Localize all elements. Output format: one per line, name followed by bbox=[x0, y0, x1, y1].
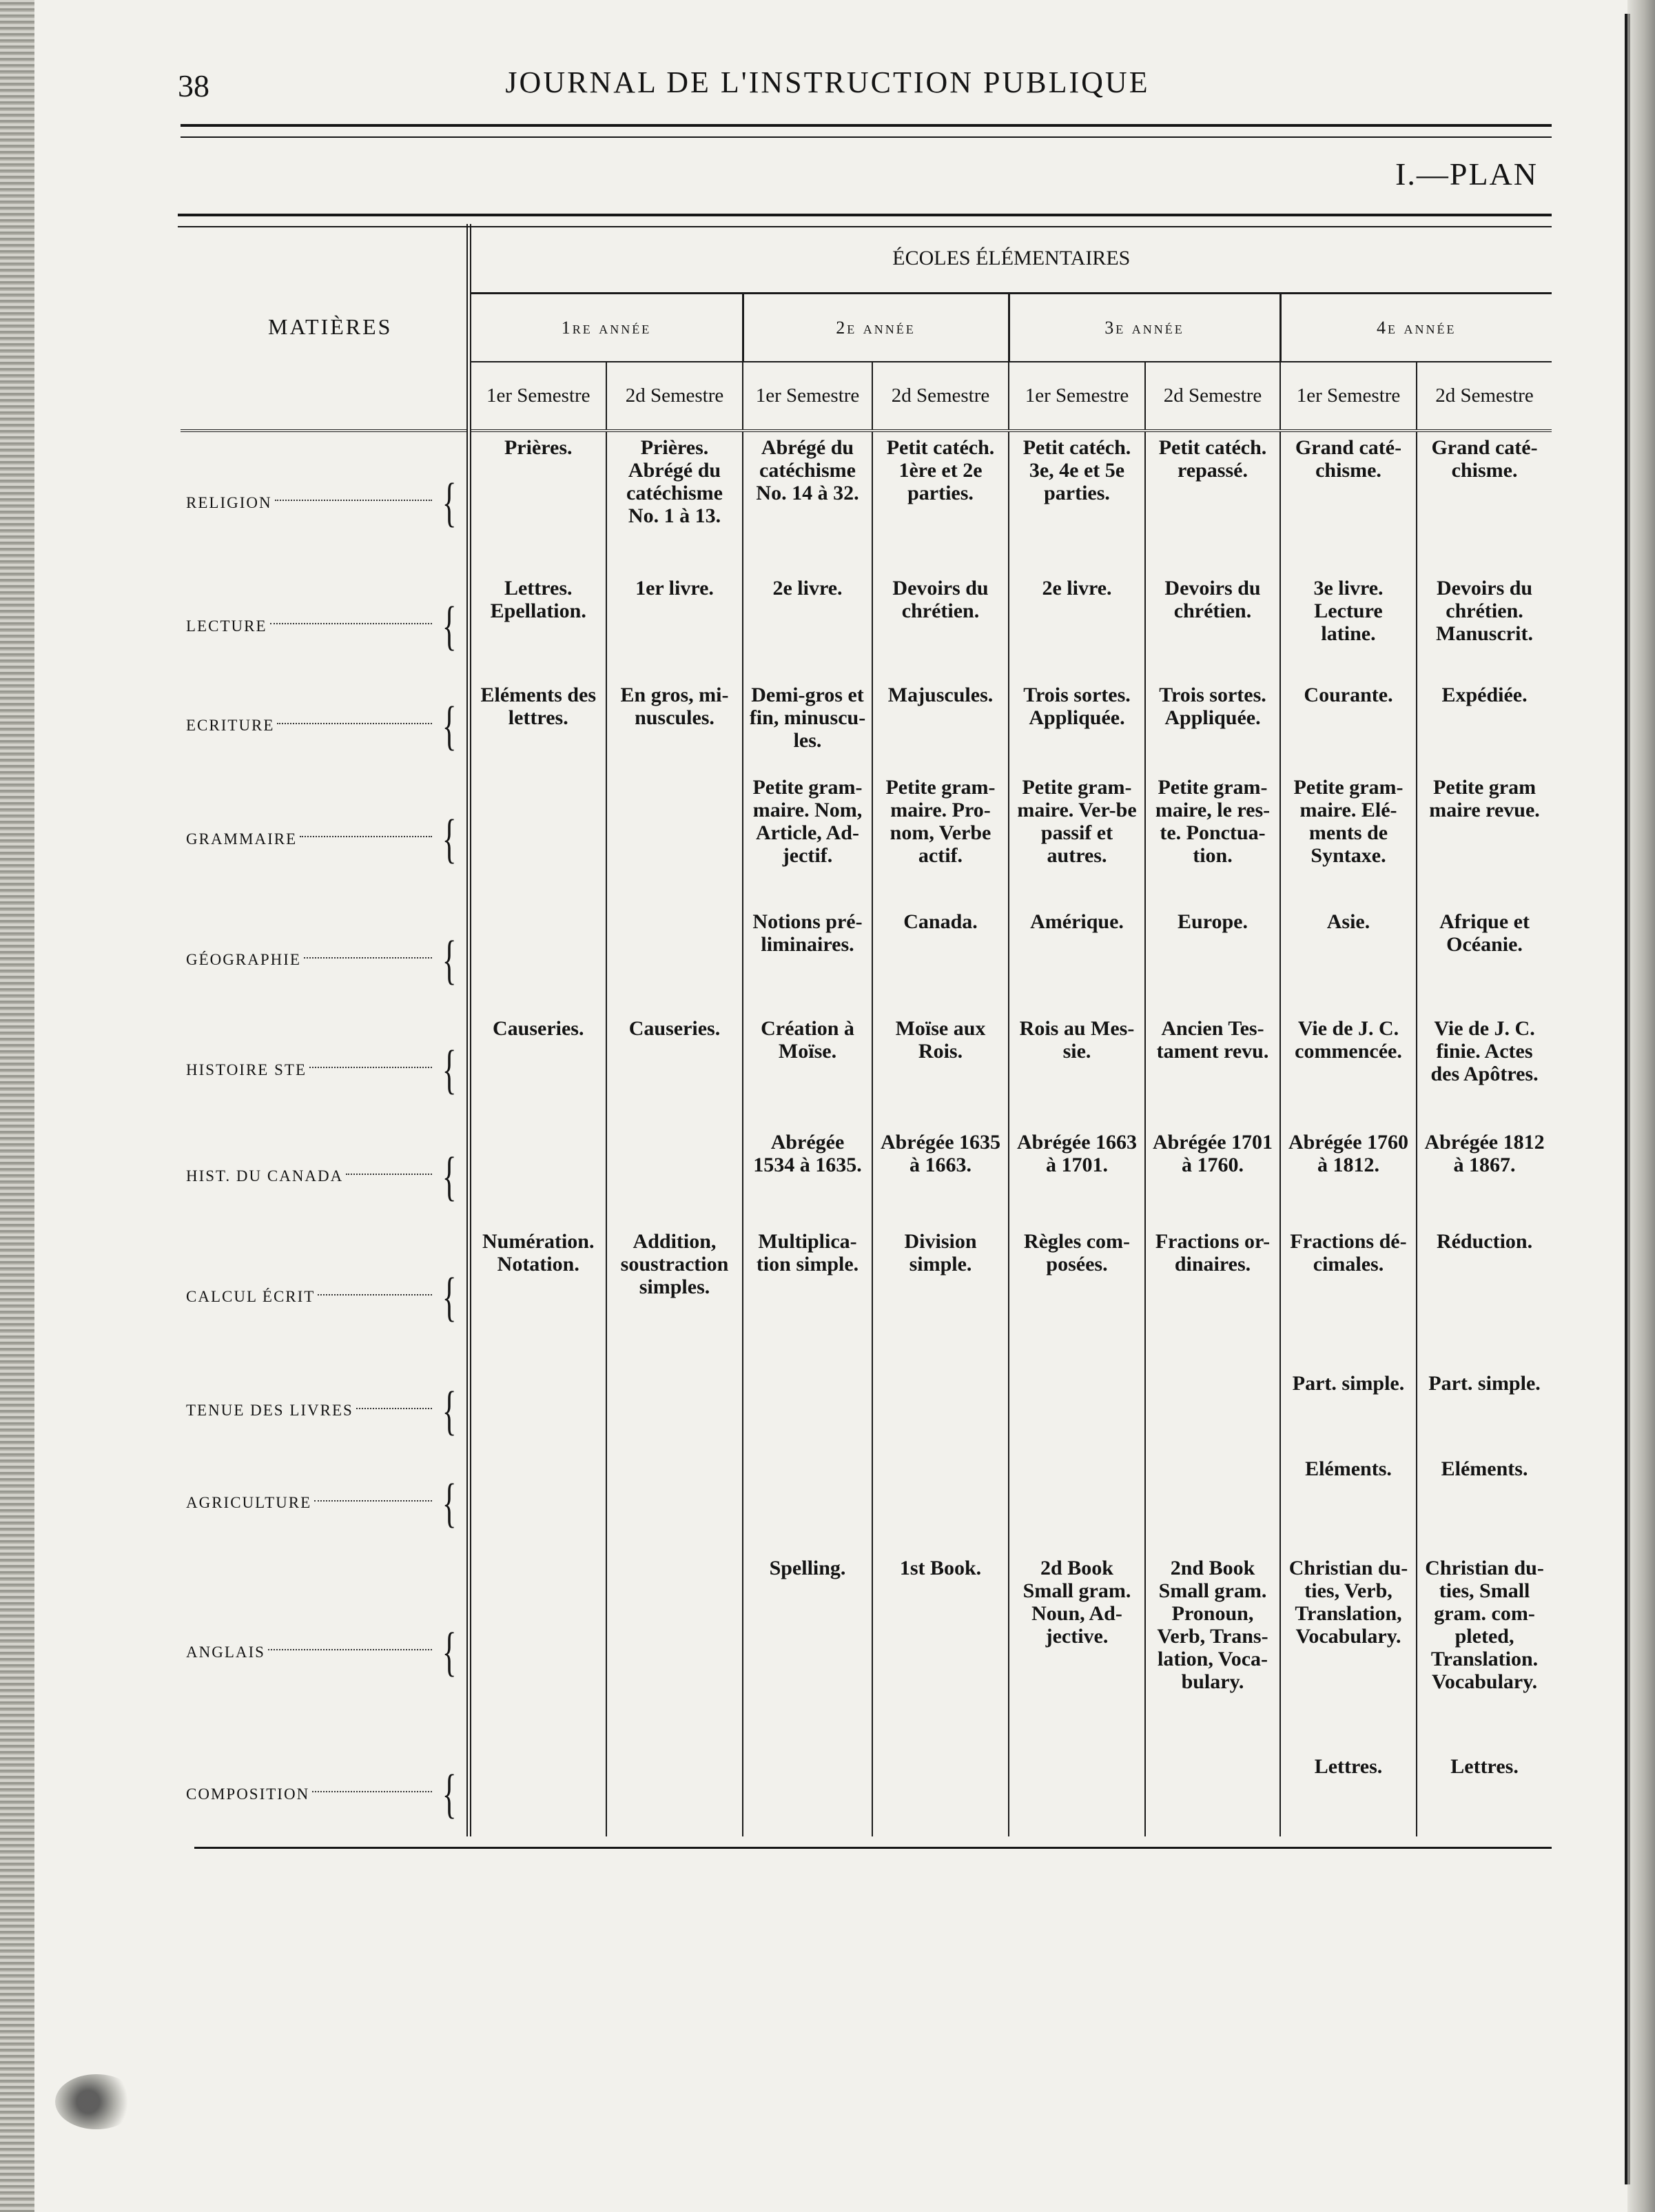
table-cell: Europe. bbox=[1145, 906, 1280, 1013]
journal-title: JOURNAL DE L'INSTRUCTION PUBLIQUE bbox=[505, 65, 1150, 99]
table-cell bbox=[469, 1751, 606, 1836]
table-cell: Majuscules. bbox=[872, 679, 1009, 772]
table-cell bbox=[606, 906, 743, 1013]
table-cell bbox=[1145, 1453, 1280, 1553]
semester-header: 2d Semestre bbox=[872, 362, 1009, 431]
subject-cell bbox=[181, 573, 469, 679]
table-cell bbox=[872, 1368, 1009, 1453]
table-cell: Causeries. bbox=[493, 1016, 584, 1040]
table-cell: Abrégée 1760 à 1812. bbox=[1280, 1127, 1417, 1226]
page-right-edge bbox=[1627, 0, 1655, 2212]
table-cell: Fractions dé-cimales. bbox=[1280, 1226, 1417, 1368]
semester-header: 2d Semestre bbox=[1417, 362, 1552, 431]
table-cell: Christian du-ties, Verb, Translation, Vocabulary. bbox=[1280, 1553, 1417, 1751]
subject-cell bbox=[181, 1013, 469, 1127]
brace-glyph: { bbox=[442, 1380, 458, 1440]
curriculum-table bbox=[181, 224, 1552, 1836]
table-cell bbox=[469, 1127, 606, 1226]
table-cell bbox=[606, 1127, 743, 1226]
table-cell: Eléments. bbox=[1417, 1453, 1552, 1553]
table-cell bbox=[1009, 1751, 1145, 1836]
table-row bbox=[181, 1127, 1552, 1226]
leader-dots bbox=[268, 1649, 432, 1650]
brace-glyph: { bbox=[442, 1763, 458, 1824]
section-label: I.—PLAN bbox=[1395, 156, 1538, 192]
subject-cell bbox=[181, 1751, 469, 1836]
leader-dots bbox=[270, 623, 433, 624]
table-cell: Petit catéch. 3e, 4e et 5e parties. bbox=[1009, 431, 1145, 573]
table-cell: Abrégée 1663 à 1701. bbox=[1009, 1127, 1145, 1226]
table-cell: 1er livre. bbox=[606, 573, 743, 679]
brace-glyph: { bbox=[442, 1621, 458, 1682]
leader-dots bbox=[312, 1791, 432, 1792]
subject-label: HISTOIRE STE bbox=[186, 1061, 307, 1078]
table-cell bbox=[606, 772, 743, 907]
table-cell: Règles com-posées. bbox=[1009, 1226, 1145, 1368]
leader-dots bbox=[318, 1294, 432, 1296]
table-row bbox=[181, 1013, 1552, 1127]
brace-glyph: { bbox=[442, 1039, 458, 1100]
table-cell: Amérique. bbox=[1009, 906, 1145, 1013]
table-cell: En gros, mi-nuscules. bbox=[606, 679, 743, 772]
table-cell: Prières. Abrégé du catéchisme No. 1 à 13. bbox=[606, 431, 743, 573]
page-number: 38 bbox=[178, 68, 209, 103]
table-row bbox=[181, 679, 1552, 772]
ink-stamp bbox=[55, 2074, 138, 2129]
table-cell bbox=[743, 1751, 872, 1836]
table-cell: Division simple. bbox=[872, 1226, 1009, 1368]
table-cell bbox=[1145, 1368, 1280, 1453]
table-cell: 2d Book Small gram. Noun, Ad-jective. bbox=[1009, 1553, 1145, 1751]
table-cell bbox=[1009, 1453, 1145, 1553]
table-cell: Petite gram maire revue. bbox=[1417, 772, 1552, 907]
subject-cell bbox=[181, 679, 469, 772]
table-cell: Multiplica-tion simple. bbox=[743, 1226, 872, 1368]
subject-cell bbox=[181, 1453, 469, 1553]
table-cell bbox=[469, 1453, 606, 1553]
table-row bbox=[181, 1368, 1552, 1453]
leader-dots bbox=[277, 723, 432, 724]
table-cell: Vie de J. C. commencée. bbox=[1280, 1013, 1417, 1127]
table-cell: Devoirs du chrétien. bbox=[1145, 573, 1280, 679]
table-row bbox=[181, 1226, 1552, 1368]
semester-header: 1er Semestre bbox=[1009, 362, 1145, 431]
table-cell: Eléments des lettres. bbox=[480, 683, 596, 729]
table-cell: Création à Moïse. bbox=[743, 1013, 872, 1127]
brace-glyph: { bbox=[442, 695, 458, 755]
leader-dots bbox=[314, 1500, 432, 1502]
table-row bbox=[181, 431, 1552, 573]
table-cell: Petite gram-maire. Pro-nom, Verbe actif. bbox=[872, 772, 1009, 907]
table-cell: Abrégée 1701 à 1760. bbox=[1145, 1127, 1280, 1226]
leader-dots bbox=[346, 1174, 432, 1175]
table-row bbox=[181, 906, 1552, 1013]
table-cell: 2nd Book Small gram. Pronoun, Verb, Trans-lation, Voca-bulary. bbox=[1145, 1553, 1280, 1751]
table-cell bbox=[606, 1553, 743, 1751]
table-cell bbox=[469, 1368, 606, 1453]
table-cell: Numération. Notation. bbox=[482, 1229, 595, 1276]
table-cell: Part. simple. bbox=[1417, 1368, 1552, 1453]
table-cell: Petite gram-maire. Ver-be passif et autres. bbox=[1009, 772, 1145, 907]
table-cell: Devoirs du chrétien. Manuscrit. bbox=[1417, 573, 1552, 679]
table-cell: Causeries. bbox=[606, 1013, 743, 1127]
header-rule bbox=[181, 124, 1552, 138]
table-cell: Lettres. bbox=[1417, 1751, 1552, 1836]
table-cell: Expédiée. bbox=[1417, 679, 1552, 772]
table-cell bbox=[606, 1453, 743, 1553]
subject-label: ECRITURE bbox=[186, 717, 275, 735]
semester-header: 1er Semestre bbox=[469, 362, 606, 431]
year-header: 3e année bbox=[1009, 293, 1280, 362]
table-cell: Vie de J. C. finie. Actes des Apôtres. bbox=[1417, 1013, 1552, 1127]
leader-dots bbox=[275, 500, 432, 501]
table-cell: Spelling. bbox=[743, 1553, 872, 1751]
subject-cell bbox=[181, 1226, 469, 1368]
table-cell: Abrégée 1812 à 1867. bbox=[1417, 1127, 1552, 1226]
table-cell: Petit catéch. repassé. bbox=[1145, 431, 1280, 573]
leader-dots bbox=[356, 1408, 432, 1409]
subject-cell bbox=[181, 772, 469, 907]
brace-glyph: { bbox=[442, 1472, 458, 1533]
table-cell: Trois sortes. Appliquée. bbox=[1009, 679, 1145, 772]
group-header: ÉCOLES ÉLÉMENTAIRES bbox=[469, 224, 1552, 293]
table-cell: Part. simple. bbox=[1280, 1368, 1417, 1453]
subject-label: HIST. DU CANADA bbox=[186, 1167, 344, 1185]
subjects-header: MATIÈRES bbox=[181, 224, 469, 431]
table-cell: Abrégé du catéchisme No. 14 à 32. bbox=[743, 431, 872, 573]
table-cell: Eléments. bbox=[1280, 1453, 1417, 1553]
subject-cell bbox=[181, 1553, 469, 1751]
table-cell: Grand caté-chisme. bbox=[1280, 431, 1417, 573]
table-row bbox=[181, 772, 1552, 907]
subject-label: GÉOGRAPHIE bbox=[186, 951, 301, 969]
brace-glyph: { bbox=[442, 472, 458, 533]
table-cell: Afrique et Océanie. bbox=[1417, 906, 1552, 1013]
table-row bbox=[181, 1751, 1552, 1836]
table-cell: Lettres. bbox=[1280, 1751, 1417, 1836]
table-cell: 3e livre. Lecture latine. bbox=[1280, 573, 1417, 679]
subject-cell bbox=[181, 906, 469, 1013]
table-cell: Grand caté-chisme. bbox=[1417, 431, 1552, 573]
leader-dots bbox=[309, 1067, 432, 1068]
table-cell bbox=[1009, 1368, 1145, 1453]
brace-glyph: { bbox=[442, 808, 458, 869]
table-cell bbox=[606, 1751, 743, 1836]
subject-label: GRAMMAIRE bbox=[186, 830, 298, 848]
semester-header: 1er Semestre bbox=[1280, 362, 1417, 431]
table-cell: Abrégée 1534 à 1635. bbox=[743, 1127, 872, 1226]
table-cell bbox=[469, 906, 606, 1013]
table-cell bbox=[1145, 1751, 1280, 1836]
table-cell: Christian du-ties, Small gram. com-pleted, Translation. Vocabulary. bbox=[1417, 1553, 1552, 1751]
table-cell: Courante. bbox=[1280, 679, 1417, 772]
year-header: 4e année bbox=[1280, 293, 1552, 362]
year-header: 1re année bbox=[469, 293, 743, 362]
subject-label: ANGLAIS bbox=[186, 1643, 265, 1661]
table-cell: Petite gram-maire. Nom, Article, Ad-jectif. bbox=[743, 772, 872, 907]
table-cell: Notions pré-liminaires. bbox=[743, 906, 872, 1013]
table-cell: Rois au Mes-sie. bbox=[1009, 1013, 1145, 1127]
table-cell: Addition, soustraction simples. bbox=[606, 1226, 743, 1368]
table-cell bbox=[872, 1751, 1009, 1836]
brace-glyph: { bbox=[442, 595, 458, 656]
subject-cell bbox=[181, 431, 469, 573]
table-cell: Asie. bbox=[1280, 906, 1417, 1013]
table-body bbox=[181, 431, 1552, 1836]
subject-cell bbox=[181, 1368, 469, 1453]
table-cell: 2e livre. bbox=[1009, 573, 1145, 679]
table-cell: Abrégée 1635 à 1663. bbox=[872, 1127, 1009, 1226]
subject-label: TENUE DES LIVRES bbox=[186, 1402, 353, 1420]
table-cell: Fractions or-dinaires. bbox=[1145, 1226, 1280, 1368]
semester-header: 2d Semestre bbox=[1145, 362, 1280, 431]
table-cell: Trois sortes. Appliquée. bbox=[1145, 679, 1280, 772]
leader-dots bbox=[300, 836, 432, 837]
table-bottom-rule bbox=[194, 1847, 1552, 1849]
subject-label: LECTURE bbox=[186, 617, 267, 635]
table-cell bbox=[469, 772, 606, 907]
table-cell: Demi-gros et fin, minuscu-les. bbox=[743, 679, 872, 772]
table-cell bbox=[743, 1453, 872, 1553]
table-row bbox=[181, 573, 1552, 679]
table-cell: Ancien Tes-tament revu. bbox=[1145, 1013, 1280, 1127]
leader-dots bbox=[304, 957, 432, 959]
table-cell bbox=[872, 1453, 1009, 1553]
brace-glyph: { bbox=[442, 929, 458, 990]
table-cell: 2e livre. bbox=[743, 573, 872, 679]
table-row bbox=[181, 1453, 1552, 1553]
table-cell bbox=[606, 1368, 743, 1453]
book-spine-edge bbox=[0, 0, 34, 2212]
table-cell: 1st Book. bbox=[872, 1553, 1009, 1751]
semester-header: 1er Semestre bbox=[743, 362, 872, 431]
table-cell: Canada. bbox=[872, 906, 1009, 1013]
table-cell: Petite gram-maire, le res-te. Ponctua-tion. bbox=[1145, 772, 1280, 907]
subject-label: CALCUL ÉCRIT bbox=[186, 1288, 316, 1306]
table-cell: Moïse aux Rois. bbox=[872, 1013, 1009, 1127]
table-cell bbox=[469, 1553, 606, 1751]
brace-glyph: { bbox=[442, 1266, 458, 1327]
subject-cell bbox=[181, 1127, 469, 1226]
year-header: 2e année bbox=[743, 293, 1009, 362]
table-cell: Petite gram-maire. Elé-ments de Syntaxe. bbox=[1280, 772, 1417, 907]
subject-label: COMPOSITION bbox=[186, 1785, 310, 1803]
brace-glyph: { bbox=[442, 1145, 458, 1206]
subject-label: RELIGION bbox=[186, 493, 272, 511]
table-cell bbox=[743, 1368, 872, 1453]
subject-label: AGRICULTURE bbox=[186, 1494, 312, 1512]
table-cell: Prières. bbox=[504, 436, 573, 459]
semester-header: 2d Semestre bbox=[606, 362, 743, 431]
table-row bbox=[181, 1553, 1552, 1751]
table-cell: Lettres. Epellation. bbox=[490, 577, 586, 623]
table-cell: Réduction. bbox=[1417, 1226, 1552, 1368]
table-cell: Devoirs du chrétien. bbox=[872, 573, 1009, 679]
table-cell: Petit catéch. 1ère et 2e parties. bbox=[872, 431, 1009, 573]
